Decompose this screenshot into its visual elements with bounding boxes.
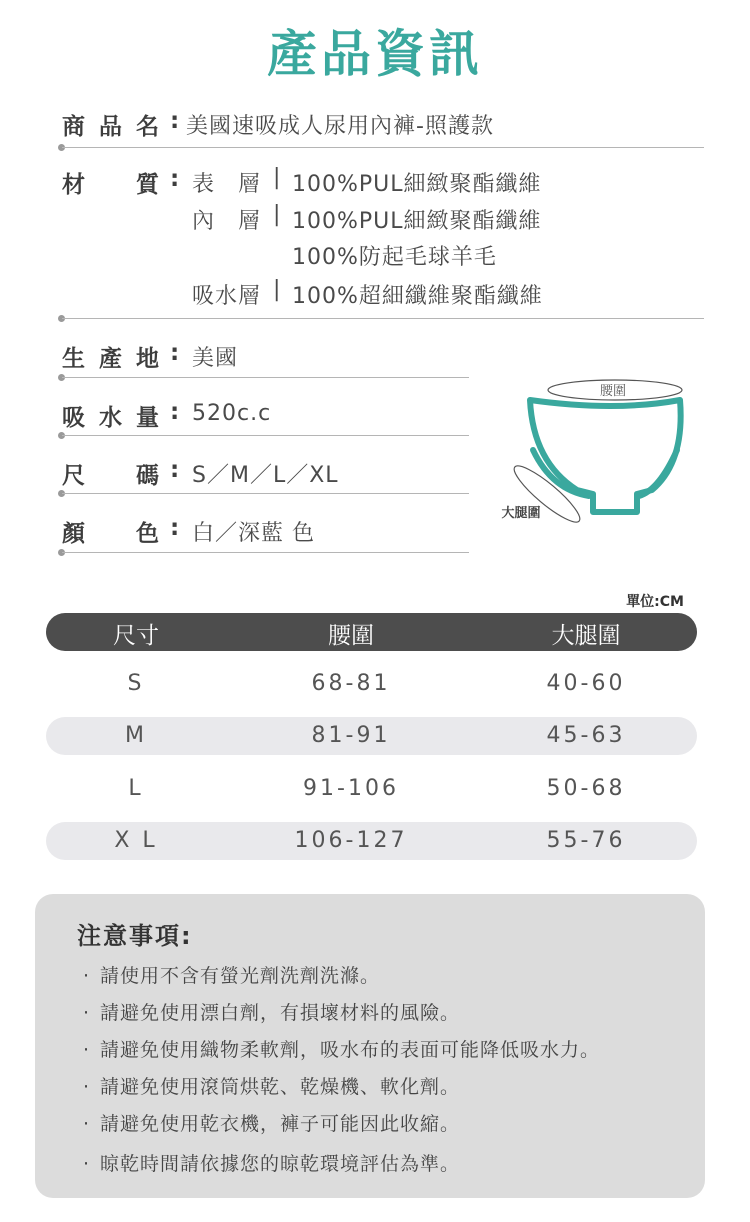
waist-label: 腰圍 [599, 384, 627, 399]
material-value-outer: 100%PUL細緻聚酯纖維 [292, 172, 542, 197]
header-waist: 腰圍 [328, 623, 374, 649]
material-label: 材 質 : [62, 166, 180, 198]
material-sep: | [273, 202, 282, 227]
row-thigh: 55-76 [546, 828, 626, 853]
divider [62, 318, 704, 319]
material-value-absorb: 100%超細纖維聚酯纖維 [292, 284, 543, 309]
row-waist: 91-106 [303, 776, 399, 801]
origin-value: 美國 [192, 346, 239, 371]
table-row [46, 822, 697, 860]
material-layer-inner: 內 層 [192, 209, 262, 234]
row-size: S [127, 671, 145, 696]
row-thigh: 40-60 [546, 671, 626, 696]
care-notes-title: 注意事項: [77, 922, 193, 950]
divider [62, 552, 469, 553]
row-size: X L [114, 828, 158, 853]
table-row [46, 717, 697, 755]
row-thigh: 50-68 [546, 776, 626, 801]
underwear-size-diagram [497, 372, 717, 542]
care-note: · 請使用不含有螢光劑洗劑洗滌。 [83, 965, 381, 987]
material-sep: | [273, 277, 282, 302]
material-value-wool: 100%防起毛球羊毛 [292, 245, 497, 270]
absorb-label: 吸 水 量 : [62, 399, 180, 431]
size-label: 尺 碼 : [62, 457, 180, 489]
color-label: 顏 色 : [62, 515, 180, 547]
size-table-header [46, 613, 697, 651]
care-notes-panel [35, 894, 705, 1198]
row-size: M [125, 723, 147, 748]
care-note: · 請避免使用滾筒烘乾、乾燥機、軟化劑。 [83, 1076, 461, 1098]
divider [62, 377, 469, 378]
header-size: 尺寸 [113, 623, 159, 649]
origin-label: 生 產 地 : [62, 340, 180, 372]
divider [62, 493, 469, 494]
care-note: · 請避免使用漂白劑，有損壞材料的風險。 [83, 1002, 461, 1024]
absorb-value: 520c.c [192, 401, 272, 426]
material-value-inner: 100%PUL細緻聚酯纖維 [292, 209, 542, 234]
name-label: 商 品 名 : [62, 108, 180, 140]
material-layer-absorb: 吸水層 [192, 284, 262, 309]
divider [62, 147, 704, 148]
care-note: · 請避免使用乾衣機，褲子可能因此收縮。 [83, 1113, 461, 1135]
row-waist: 106-127 [294, 828, 408, 853]
row-waist: 81-91 [311, 723, 391, 748]
size-value: S／M／L／XL [192, 463, 339, 488]
table-row [46, 665, 697, 703]
unit-label: 單位:CM [626, 594, 684, 610]
material-layer-outer: 表 層 [192, 172, 262, 197]
product-name: 美國速吸成人尿用內褲-照護款 [186, 114, 494, 139]
divider [62, 435, 469, 436]
care-note: · 晾乾時間請依據您的晾乾環境評估為準。 [83, 1153, 461, 1175]
row-thigh: 45-63 [546, 723, 626, 748]
row-waist: 68-81 [311, 671, 391, 696]
color-value: 白／深藍 色 [192, 521, 315, 546]
page-title: 產品資訊 [267, 25, 483, 83]
header-thigh: 大腿圍 [551, 623, 621, 649]
care-note: · 請避免使用織物柔軟劑，吸水布的表面可能降低吸水力。 [83, 1039, 601, 1061]
row-size: L [128, 776, 144, 801]
table-row [46, 770, 697, 808]
thigh-label: 大腿圍 [501, 506, 541, 521]
material-sep: | [273, 165, 282, 190]
underwear-outline [530, 400, 681, 512]
